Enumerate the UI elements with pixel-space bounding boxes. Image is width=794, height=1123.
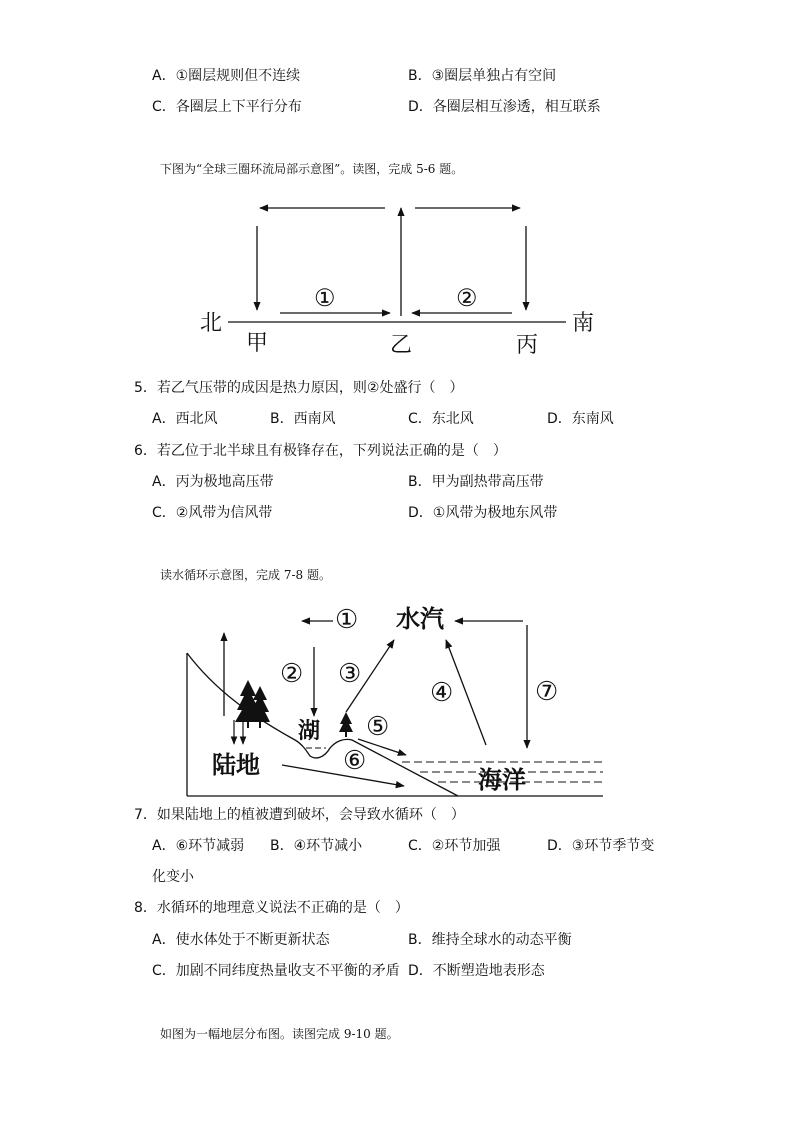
q4-option-d: D．各圈层相互渗透，相互联系: [408, 99, 601, 115]
label-north: 北: [200, 311, 223, 336]
q8-option-d: D．不断塑造地表形态: [408, 963, 545, 979]
q5-stem: 5．若乙气压带的成因是热力原因，则②处盛行（ ）: [134, 380, 464, 396]
q6-stem: 6．若乙位于北半球且有极锋存在，下列说法正确的是（ ）: [134, 443, 507, 459]
label-bing: 丙: [516, 333, 539, 358]
q6-option-d: D．①风带为极地东风带: [408, 505, 558, 521]
label-yi: 乙: [390, 333, 413, 358]
q8-stem: 8．水循环的地理意义说法不正确的是（ ）: [134, 900, 409, 916]
label-circle-2: ②: [456, 284, 478, 312]
label-circle-1: ①: [314, 284, 336, 312]
q6-option-c: C．②风带为信风带: [152, 505, 273, 521]
figure3-caption: 如图为一幅地层分布图。读图完成 9-10 题。: [160, 1027, 399, 1041]
label-jia: 甲: [246, 331, 269, 356]
tree-trunk: [345, 732, 347, 737]
q7-option-d-continued: 化变小: [152, 869, 194, 885]
tree-icon: [339, 712, 353, 732]
label-circle-7: ⑦: [535, 677, 559, 707]
q8-option-a: A．使水体处于不断更新状态: [152, 932, 330, 948]
label-land: 陆地: [212, 750, 260, 779]
label-lake: 湖: [298, 718, 321, 744]
tree-trunk: [259, 722, 261, 728]
q6-option-a: A．丙为极地高压带: [152, 474, 274, 490]
q4-option-c: C．各圈层上下平行分布: [152, 99, 302, 115]
q5-option-b: B．西南风: [270, 411, 336, 427]
q6-option-b: B．甲为副热带高压带: [408, 474, 544, 490]
q7-stem: 7．如果陆地上的植被遭到破坏，会导致水循环（ ）: [134, 807, 465, 823]
q8-option-c: C．加剧不同纬度热量收支不平衡的矛盾: [152, 963, 400, 979]
figure2-caption: 读水循环示意图，完成 7-8 题。: [160, 568, 331, 582]
label-circle-4: ④: [430, 678, 454, 708]
label-south: 南: [572, 311, 595, 336]
q7-option-a: A．⑥环节减弱: [152, 838, 245, 854]
figure1-caption: 下图为“全球三圈环流局部示意图”。读图，完成 5-6 题。: [160, 162, 464, 176]
label-circle-2: ②: [280, 659, 304, 689]
q7-option-c: C．②环节加强: [408, 838, 501, 854]
q5-option-c: C．东北风: [408, 411, 474, 427]
q8-option-b: B．维持全球水的动态平衡: [408, 932, 572, 948]
q4-option-b: B．③圈层单独占有空间: [408, 68, 557, 84]
label-circle-1: ①: [335, 605, 359, 635]
q7-option-d: D．③环节季节变: [547, 838, 655, 854]
label-ocean: 海洋: [478, 765, 526, 794]
q5-option-a: A．西北风: [152, 411, 218, 427]
q5-option-d: D．东南风: [547, 411, 614, 427]
label-circle-3: ③: [338, 659, 362, 689]
tree-trunk: [247, 722, 249, 728]
label-circle-6: ⑥: [343, 746, 367, 776]
q7-option-b: B．④环节减小: [270, 838, 363, 854]
label-circle-5: ⑤: [366, 712, 390, 742]
label-water-vapor: 水汽: [396, 604, 444, 633]
q4-option-a: A．①圈层规则但不连续: [152, 68, 301, 84]
